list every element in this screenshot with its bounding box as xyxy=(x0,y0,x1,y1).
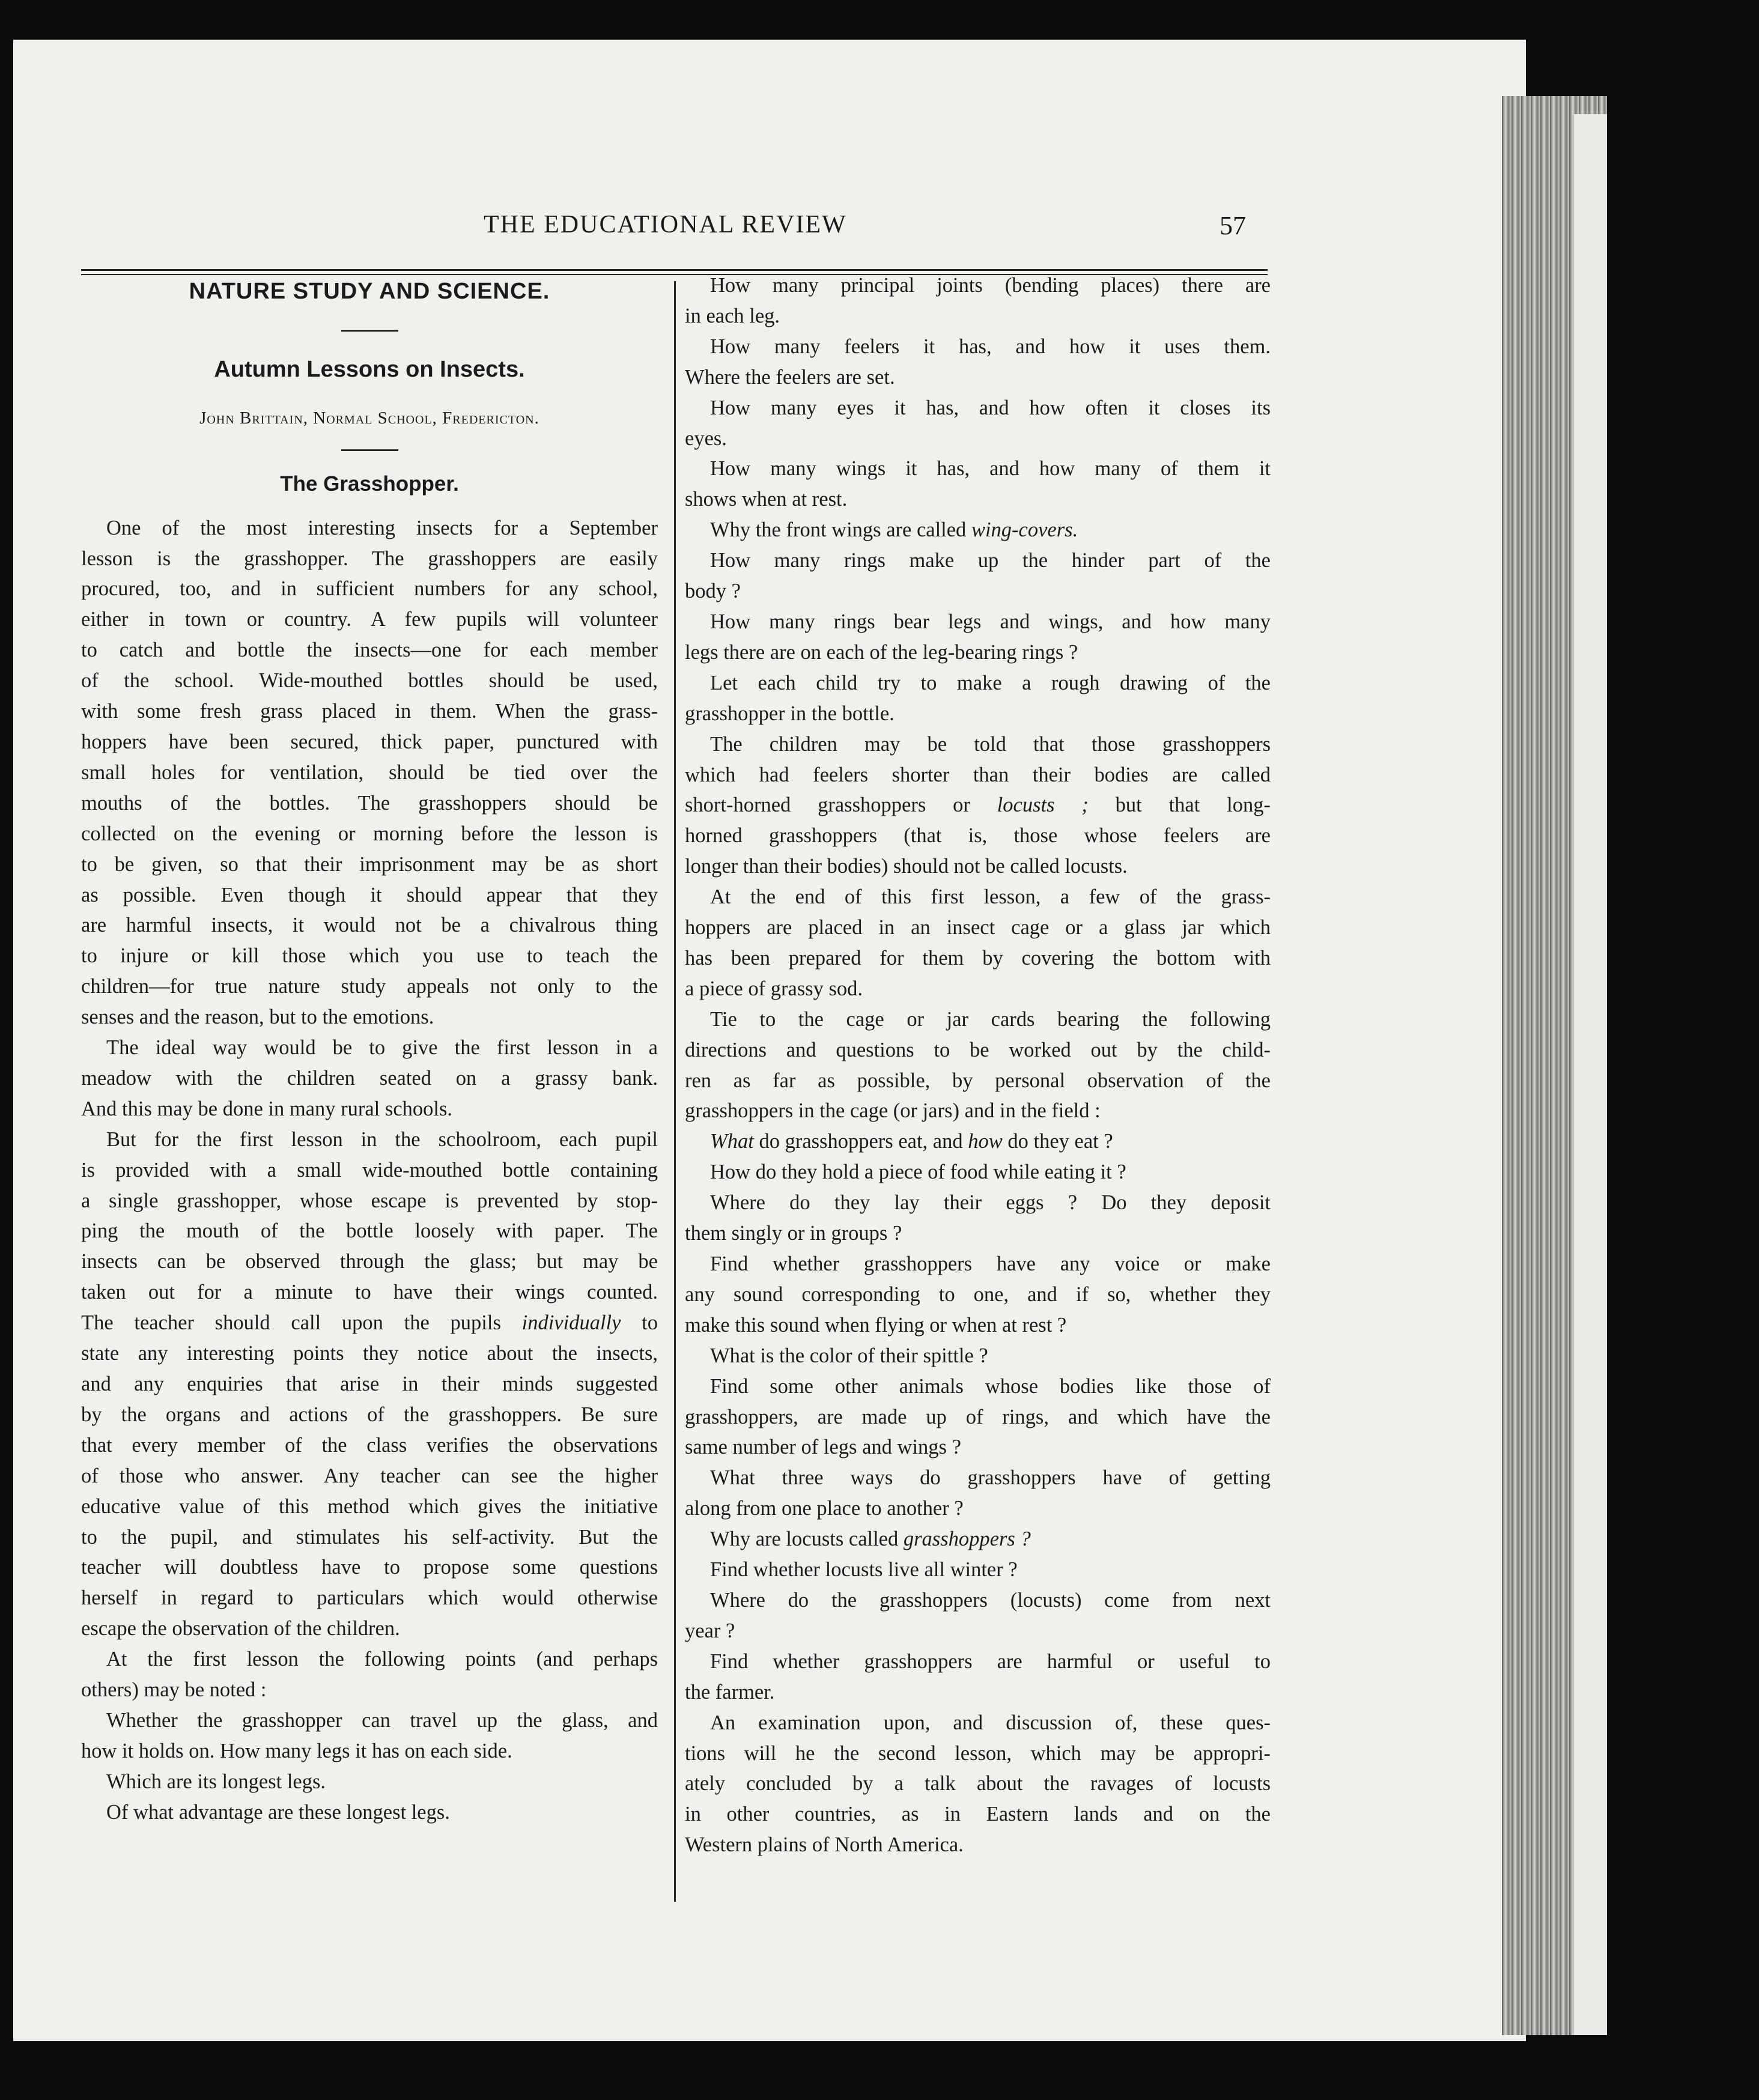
text-line: as possible. Even though it should appear that they xyxy=(81,883,658,906)
text-line: How many wings it has, and how many of them it xyxy=(710,457,1271,481)
paragraph-locusts xyxy=(685,729,1271,882)
byline-rule xyxy=(341,449,398,451)
text-line: a piece of grassy sod. xyxy=(685,977,863,1000)
text-line: procured, too, and in sufficient numbers for any school, xyxy=(81,577,658,601)
text-line: grasshoppers, are made up of rings, and which have the xyxy=(685,1405,1271,1428)
text-line: small holes for ventilation, should be tied over the xyxy=(81,760,658,784)
text-line: to catch and bottle the insects—one for each member xyxy=(81,639,658,662)
text-line: tions will he the second lesson, which may be appropri- xyxy=(685,1741,1271,1765)
text-line: either in town or country. A few pupils will volunteer xyxy=(81,608,658,631)
text-line: meadow with the children seated on a grassy bank. xyxy=(81,1066,658,1090)
text-line: Where the feelers are set. xyxy=(685,365,895,389)
text-line: body ? xyxy=(685,580,741,603)
text-line: by the organs and actions of the grasshoppers. Be sure xyxy=(81,1403,658,1426)
text-line: any sound corresponding to one, and if so, whether they xyxy=(685,1282,1271,1306)
text-line: horned grasshoppers (that is, those whose feelers are xyxy=(685,824,1271,848)
text-line: to be given, so that their imprisonment may be as short xyxy=(81,852,658,876)
question-wing-covers: Why the front wings are called wing-covers. xyxy=(710,518,1078,542)
paragraph-ideal-way xyxy=(81,1033,658,1124)
text-line: hoppers are placed in an insect cage or a glass jar which xyxy=(685,916,1271,939)
question-three-ways xyxy=(685,1463,1271,1524)
question-hold-food: How do they hold a piece of food while eating it ? xyxy=(710,1161,1126,1184)
text-line: directions and questions to be worked out by the child- xyxy=(685,1038,1271,1061)
text-line: How many feelers it has, and how it uses them. xyxy=(710,335,1271,358)
question-other-animals xyxy=(685,1371,1271,1463)
text-line: others) may be noted : xyxy=(81,1678,267,1702)
text-line: along from one place to another ? xyxy=(685,1497,964,1520)
text-line: insects can be observed through the glass; but may be xyxy=(81,1250,658,1273)
text-line: Whether the grasshopper can travel up the glass, and xyxy=(106,1708,658,1732)
text-line: The children may be told that those grasshoppers xyxy=(710,732,1271,756)
text-line: escape the observation of the children. xyxy=(81,1617,400,1640)
text-line: Where do they lay their eggs ? Do they deposit xyxy=(710,1191,1271,1215)
text-line: children—for true nature study appeals not only to the xyxy=(81,975,658,998)
question-next-year xyxy=(685,1585,1271,1646)
text-line: How many principal joints (bending places) there are xyxy=(710,274,1271,297)
text-line: how it holds on. How many legs it has on each side. xyxy=(81,1739,512,1762)
text-line: lesson is the grasshopper. The grasshoppers are easily xyxy=(81,547,658,570)
text-line: What three ways do grasshoppers have of getting xyxy=(710,1466,1271,1490)
question-rings-legs xyxy=(685,607,1271,668)
text-line: to injure or kill those which you use to teach the xyxy=(81,944,658,968)
question-rings-hinder xyxy=(685,545,1271,607)
text-line: How many rings make up the hinder part of the xyxy=(710,549,1271,572)
text-line: same number of legs and wings ? xyxy=(685,1436,961,1459)
text-line: educative value of this method which gives the initiative xyxy=(81,1495,658,1518)
italic-word: grasshoppers ? xyxy=(903,1528,1031,1551)
left-column xyxy=(81,270,658,1828)
text-line: Western plains of North America. xyxy=(685,1833,964,1857)
italic-word: individually xyxy=(521,1311,621,1335)
italic-word: how xyxy=(968,1130,1003,1153)
question-drawing xyxy=(685,668,1271,729)
text-line: The teacher should call upon the pupils individually to xyxy=(81,1311,658,1335)
text-line: Where do the grasshoppers (locusts) come from next xyxy=(710,1588,1271,1612)
text-line: short-horned grasshoppers or locusts ; but that long- xyxy=(685,794,1271,817)
italic-word: wing-covers. xyxy=(971,518,1078,542)
byline: John Brittain, Normal School, Fredericton. xyxy=(199,408,539,428)
paragraph-schoolroom xyxy=(81,1124,658,1644)
text-line: is provided with a small wide-mouthed bottle containing xyxy=(81,1158,658,1182)
question-harmful xyxy=(685,1646,1271,1708)
question-voice xyxy=(685,1249,1271,1341)
section-title: NATURE STUDY AND SCIENCE. xyxy=(189,279,550,304)
text-line: teacher will doubtless have to propose some questions xyxy=(81,1556,658,1579)
paragraph-second-lesson xyxy=(685,1708,1271,1861)
text-line: that every member of the class verifies the observations xyxy=(81,1433,658,1457)
text-line: Tie to the cage or jar cards bearing the following xyxy=(710,1007,1271,1031)
text-line: of those who answer. Any teacher can see the higher xyxy=(81,1464,658,1487)
question-feelers xyxy=(685,332,1271,393)
question-eggs xyxy=(685,1188,1271,1249)
paragraph-first-lesson xyxy=(81,1644,658,1705)
question-what-eat: What do grasshoppers eat, and how do they eat ? xyxy=(710,1130,1113,1153)
paragraph-intro xyxy=(81,513,658,1033)
column-divider xyxy=(674,281,676,1902)
right-column xyxy=(685,270,1271,1860)
text-line: Find whether grasshoppers have any voice or make xyxy=(710,1252,1271,1275)
text-line: senses and the reason, but to the emotions. xyxy=(81,1006,434,1029)
paragraph-longest-legs: Which are its longest legs. xyxy=(106,1770,326,1793)
question-joints xyxy=(685,270,1271,332)
text-line: of the school. Wide-mouthed bottles should be used, xyxy=(81,669,658,693)
text-line: which had feelers shorter than their bodies are called xyxy=(685,763,1271,786)
text-line: hoppers have been secured, thick paper, punctured with xyxy=(81,730,658,753)
text-line: longer than their bodies) should not be called locusts. xyxy=(685,855,1128,878)
article-title: Autumn Lessons on Insects. xyxy=(214,356,525,382)
text-line: has been prepared for them by covering the bottom with xyxy=(685,946,1271,970)
text-line: in each leg. xyxy=(685,304,780,327)
sub-title: The Grasshopper. xyxy=(280,472,459,496)
text-line: to the pupil, and stimulates his self-activity. But the xyxy=(81,1525,658,1549)
page-number: 57 xyxy=(1220,211,1246,240)
text-line: grasshoppers in the cage (or jars) and in the field : xyxy=(685,1099,1101,1123)
italic-word: locusts ; xyxy=(997,794,1089,817)
text-line: An examination upon, and discussion of, these ques- xyxy=(710,1711,1271,1734)
text-line: herself in regard to particulars which would otherwise xyxy=(81,1586,658,1610)
text-line: ren as far as possible, by personal observation of the xyxy=(685,1069,1271,1092)
text-line: are harmful insects, it would not be a chivalrous thing xyxy=(81,914,658,937)
question-why-grasshoppers: Why are locusts called grasshoppers ? xyxy=(710,1528,1031,1551)
text-line: How many rings bear legs and wings, and how many xyxy=(710,610,1271,633)
question-winter: Find whether locusts live all winter ? xyxy=(710,1558,1018,1582)
paragraph-travel xyxy=(81,1705,658,1767)
paragraph-cards xyxy=(685,1004,1271,1127)
text-line: them singly or in groups ? xyxy=(685,1222,902,1245)
text-line: ping the mouth of the bottle loosely with paper. The xyxy=(81,1219,658,1243)
paragraph-advantage: Of what advantage are these longest legs. xyxy=(106,1800,450,1824)
italic-word: What xyxy=(710,1130,754,1153)
text-line: mouths of the bottles. The grasshoppers should be xyxy=(81,791,658,815)
text-line: Find whether grasshoppers are harmful or useful to xyxy=(710,1649,1271,1673)
text-line: taken out for a minute to have their wings counted. xyxy=(81,1281,658,1304)
text-line: grasshopper in the bottle. xyxy=(685,702,895,725)
text-line: The ideal way would be to give the first lesson in a xyxy=(106,1036,658,1060)
text-line: year ? xyxy=(685,1619,735,1642)
paragraph-insect-cage xyxy=(685,882,1271,1004)
text-line: and any enquiries that arise in their minds suggested xyxy=(81,1373,658,1395)
text-line: At the end of this first lesson, a few of the grass- xyxy=(710,885,1271,909)
text-line: One of the most interesting insects for a September xyxy=(106,516,658,539)
text-line: state any interesting points they notice about the insects, xyxy=(81,1342,658,1365)
running-title: THE EDUCATIONAL REVIEW xyxy=(484,211,847,238)
text-line: Let each child try to make a rough drawing of the xyxy=(710,671,1271,694)
text-line: Find some other animals whose bodies like those of xyxy=(710,1374,1271,1398)
book-fore-edge-highlight xyxy=(1574,114,1607,2035)
text-line: the farmer. xyxy=(685,1680,775,1704)
text-line: with some fresh grass placed in them. When the grass- xyxy=(81,700,658,723)
text-line: legs there are on each of the leg-bearing rings ? xyxy=(685,640,1078,664)
question-wings xyxy=(685,454,1271,515)
text-line: shows when at rest. xyxy=(685,488,848,511)
text-line: But for the first lesson in the schoolroom, each pupil xyxy=(106,1127,658,1151)
text-line: a single grasshopper, whose escape is prevented by stop- xyxy=(81,1189,658,1212)
text-line: And this may be done in many rural schools. xyxy=(81,1097,453,1120)
question-spittle: What is the color of their spittle ? xyxy=(710,1344,988,1367)
text-line: in other countries, as in Eastern lands and on the xyxy=(685,1803,1271,1826)
text-line: collected on the evening or morning before the lesson is xyxy=(81,822,658,845)
title-rule xyxy=(341,330,398,332)
question-eyes xyxy=(685,393,1271,454)
text-line: ately concluded by a talk about the ravages of locusts xyxy=(685,1772,1271,1795)
text-line: At the first lesson the following points (and perhaps xyxy=(106,1648,658,1671)
text-line: How many eyes it has, and how often it closes its xyxy=(710,396,1271,419)
text-line: make this sound when flying or when at rest ? xyxy=(685,1313,1067,1337)
text-line: eyes. xyxy=(685,426,727,450)
